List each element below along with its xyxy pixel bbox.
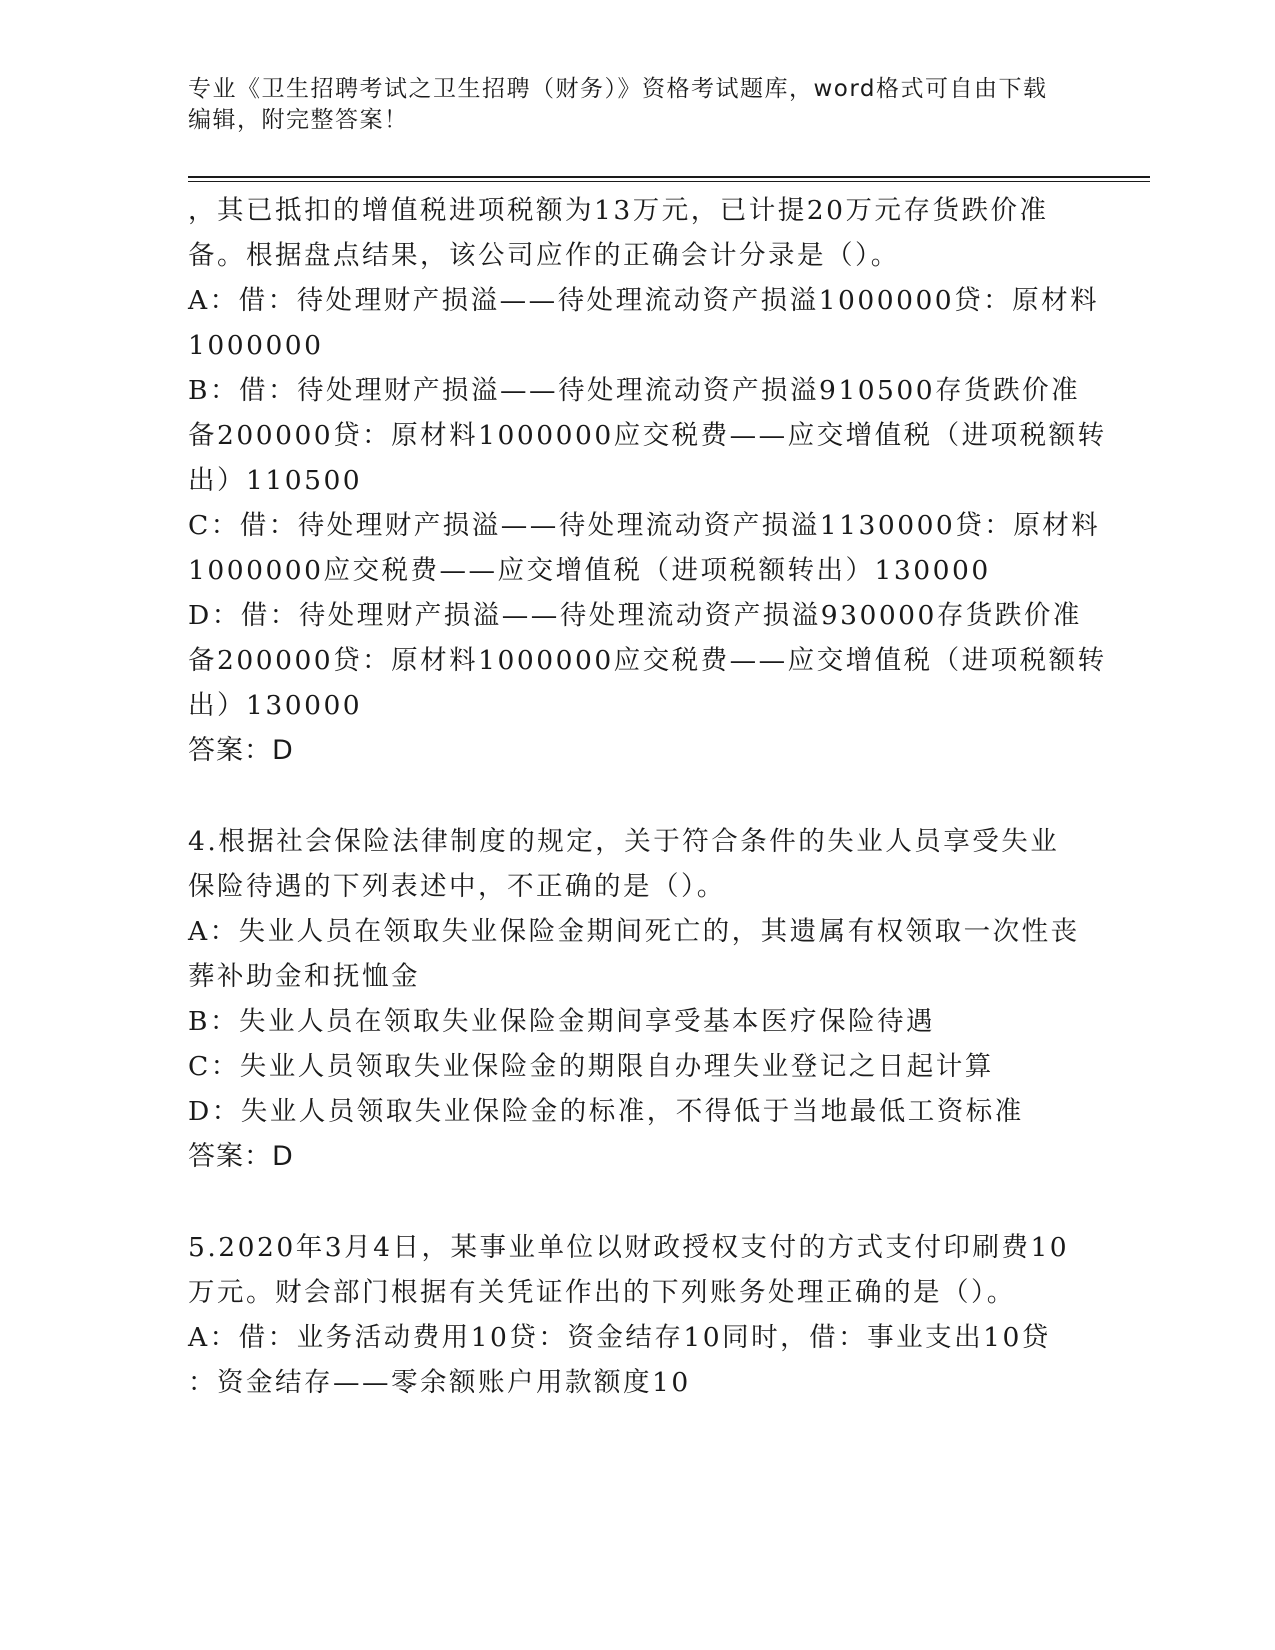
option-d: 出）130000 <box>188 690 363 721</box>
question-stem-line: ，其已抵扣的增值税进项税额为13万元，已计提20万元存货跌价准 <box>188 195 1049 226</box>
option-c: 1000000应交税费——应交增值税（进项税额转出）130000 <box>188 555 991 586</box>
option-b: 备200000贷：原材料1000000应交税费——应交增值税（进项税额转 <box>188 420 1107 451</box>
option-d: D：失业人员领取失业保险金的标准，不得低于当地最低工资标准 <box>188 1096 1024 1127</box>
option-d: 备200000贷：原材料1000000应交税费——应交增值税（进项税额转 <box>188 645 1107 676</box>
option-a: 葬补助金和抚恤金 <box>188 961 420 992</box>
option-a: A：失业人员在领取失业保险金期间死亡的，其遗属有权领取一次性丧 <box>188 916 1080 947</box>
question-stem-line: 备。根据盘点结果，该公司应作的正确会计分录是（）。 <box>188 240 900 271</box>
answer-label: 答案：D <box>188 735 294 766</box>
question-stem-line: 万元。财会部门根据有关凭证作出的下列账务处理正确的是（）。 <box>188 1277 1016 1308</box>
option-a: A：借：待处理财产损溢——待处理流动资产损溢1000000贷：原材料 <box>188 285 1100 316</box>
question-stem-line: 保险待遇的下列表述中，不正确的是（）。 <box>188 871 726 902</box>
header-divider-thin <box>188 181 1150 182</box>
answer-label: 答案：D <box>188 1141 294 1172</box>
question-4 <box>188 819 1080 1179</box>
option-b: B：借：待处理财产损溢——待处理流动资产损溢910500存货跌价准 <box>188 375 1081 406</box>
header-title-line-2: 编辑，附完整答案！ <box>188 107 409 133</box>
option-c: C：失业人员领取失业保险金的期限自办理失业登记之日起计算 <box>188 1051 994 1082</box>
option-a: 1000000 <box>188 330 324 361</box>
question-stem-line: 5.2020年3月4日，某事业单位以财政授权支付的方式支付印刷费10 <box>188 1232 1070 1263</box>
header-divider-thick <box>188 176 1150 178</box>
option-c: C：借：待处理财产损溢——待处理流动资产损溢1130000贷：原材料 <box>188 510 1101 541</box>
question-spacer <box>188 1179 1068 1225</box>
option-b: 出）110500 <box>188 465 363 496</box>
option-a: A：借：业务活动费用10贷：资金结存10同时，借：事业支出10贷 <box>188 1322 1051 1353</box>
option-d: D：借：待处理财产损溢——待处理流动资产损溢930000存货跌价准 <box>188 600 1082 631</box>
document-header <box>188 74 1068 136</box>
question-5 <box>188 1225 1068 1405</box>
document-body <box>188 188 1107 1405</box>
option-b: B：失业人员在领取失业保险金期间享受基本医疗保险待遇 <box>188 1006 935 1037</box>
question-stem-line: 4.根据社会保险法律制度的规定，关于符合条件的失业人员享受失业 <box>188 826 1060 857</box>
question-spacer <box>188 773 1068 819</box>
option-a: ：资金结存——零余额账户用款额度10 <box>188 1367 691 1398</box>
header-title-line-1: 专业《卫生招聘考试之卫生招聘（财务）》资格考试题库，word格式可自由下载 <box>188 76 1048 102</box>
question-3 <box>188 188 1107 773</box>
